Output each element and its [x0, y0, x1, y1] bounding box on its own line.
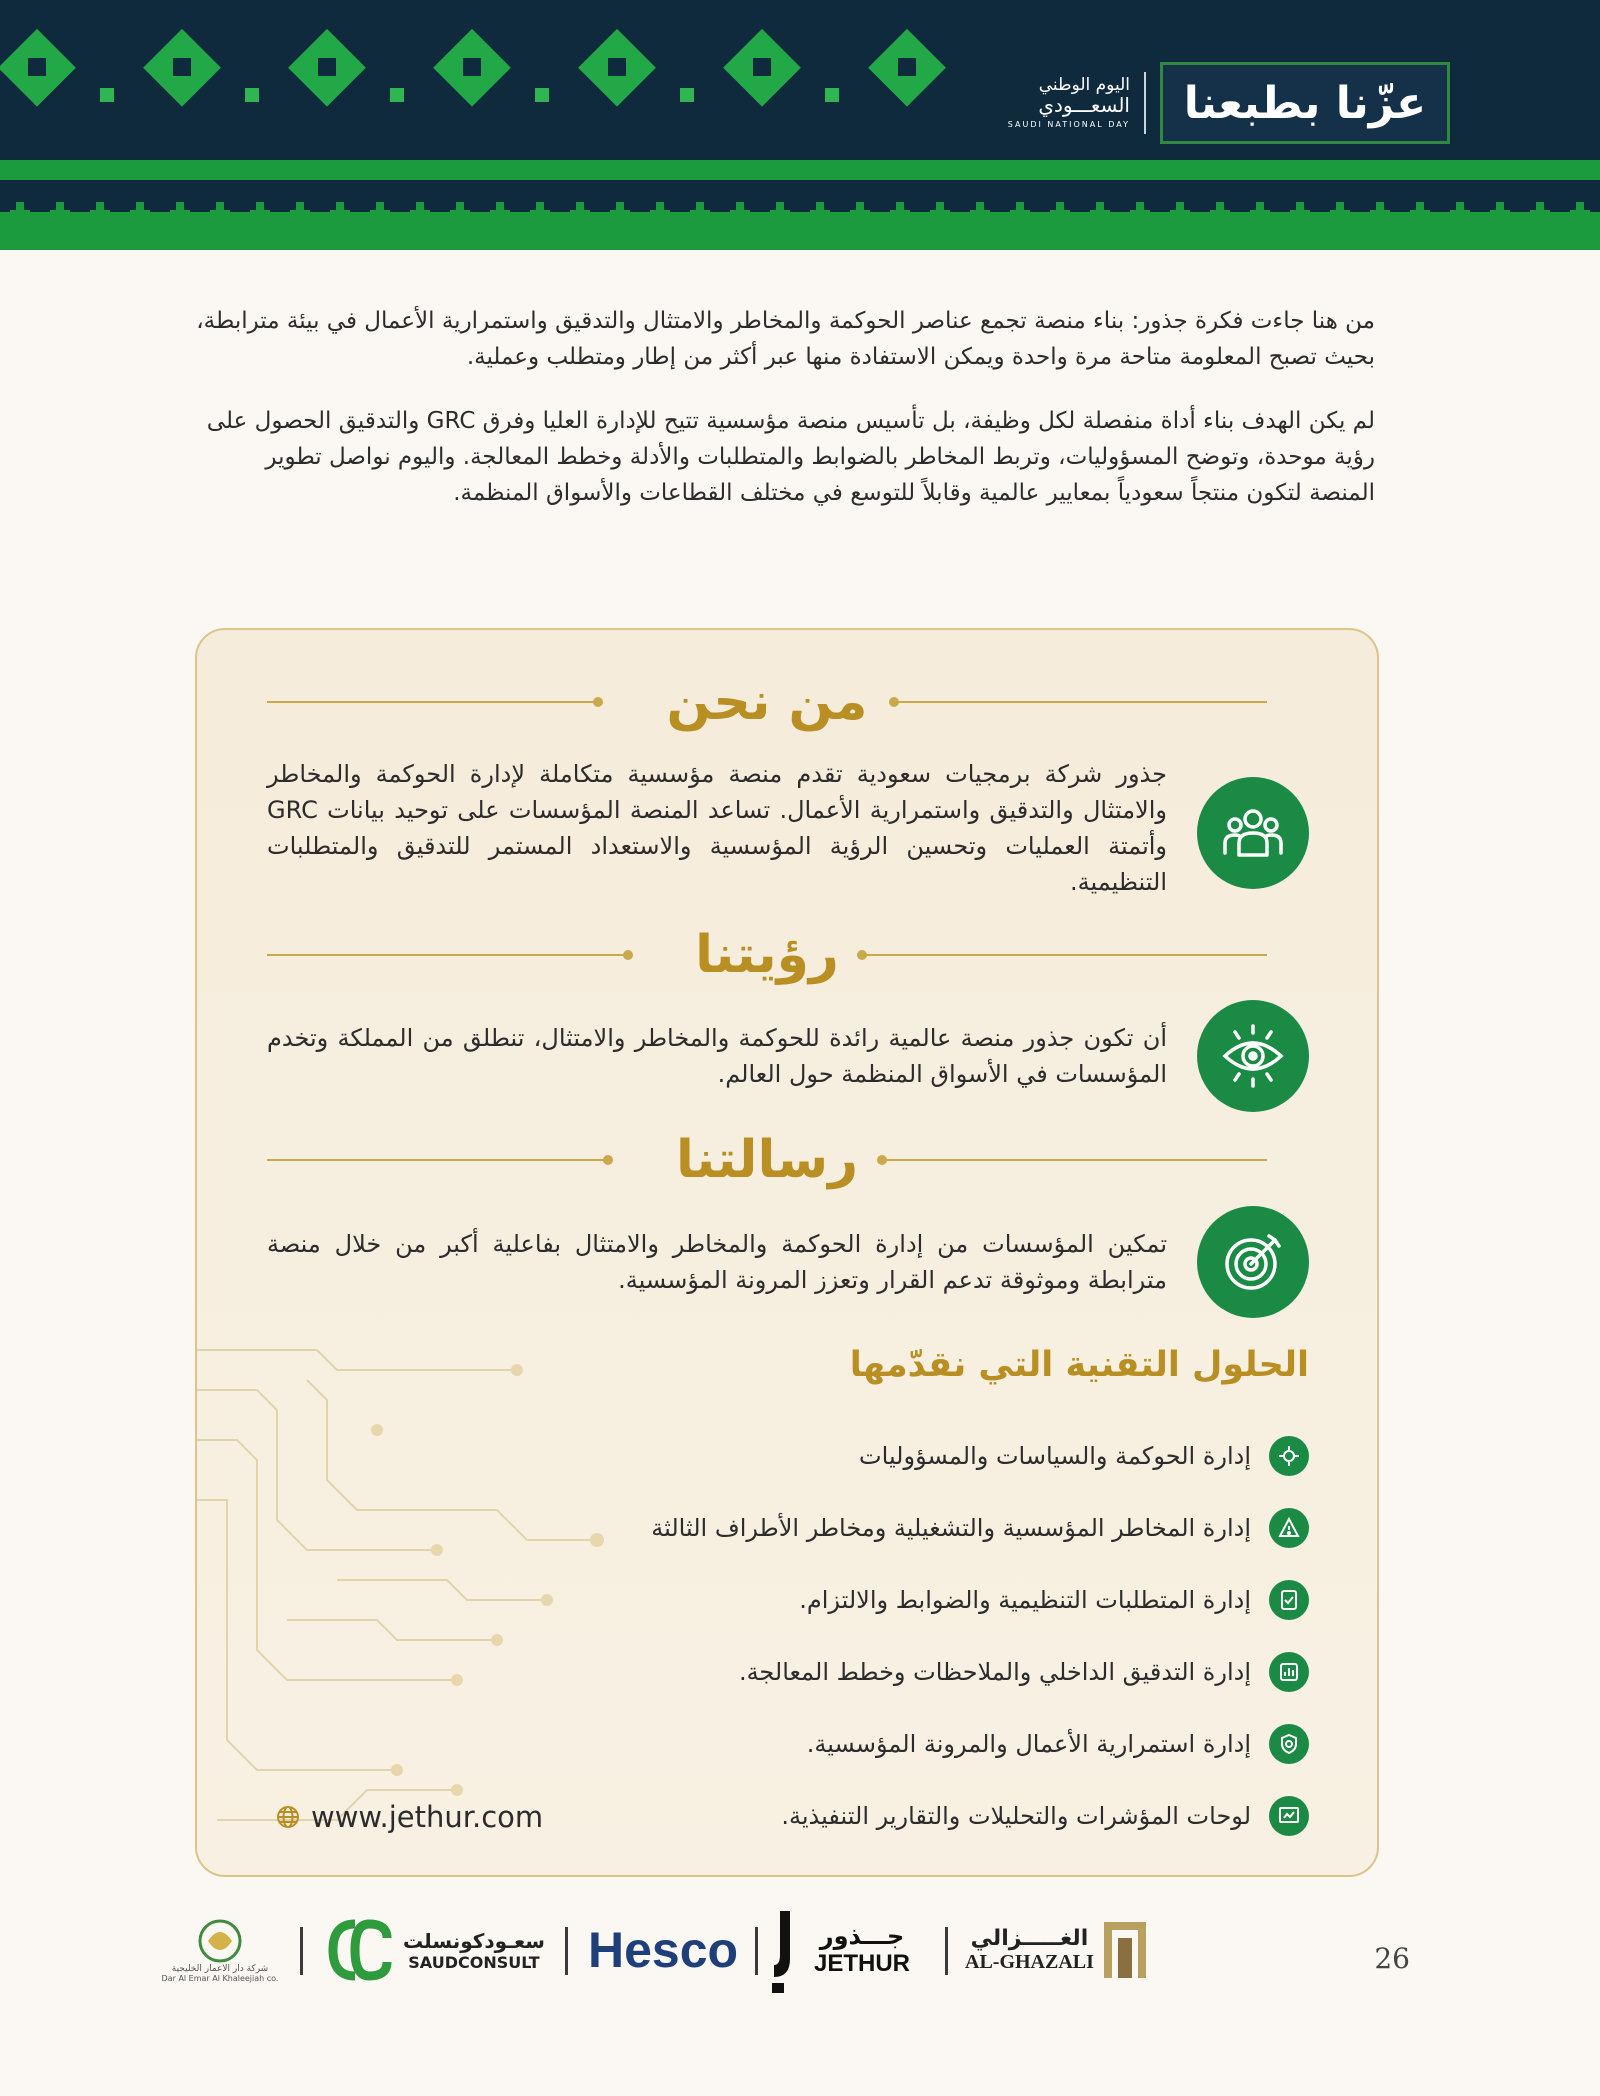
solution-label: إدارة الحوكمة والسياسات والمسؤوليات [859, 1442, 1251, 1470]
solutions-list [489, 1420, 1309, 1852]
jethur-emblem [770, 1907, 804, 1993]
solution-label: إدارة المتطلبات التنظيمية والضوابط والالتزام. [799, 1586, 1251, 1614]
logo-divider [945, 1927, 948, 1975]
logo-divider [1144, 72, 1146, 134]
list-item [489, 1564, 1309, 1636]
saudconsult-ar: سعـودكونسلت [403, 1928, 545, 1953]
list-item [489, 1492, 1309, 1564]
logo-divider [755, 1927, 758, 1975]
team-icon [1197, 777, 1309, 889]
jethur-en: JETHUR [814, 1950, 911, 1977]
solution-label: إدارة المخاطر المؤسسية والتشغيلية ومخاطر الأطراف الثالثة [651, 1514, 1251, 1542]
website-link[interactable] [275, 1800, 543, 1834]
intro-text [195, 303, 1375, 539]
website-url[interactable]: www.jethur.com [311, 1800, 544, 1834]
al-ghazali-en: AL-GHAZALI [965, 1951, 1094, 1973]
logo-divider [565, 1927, 568, 1975]
header-banner [0, 0, 1600, 250]
vision-text: أن تكون جذور منصة عالمية رائدة للحوكمة والمخاطر والامتثال، تنطلق من المملكة وتخدم المؤسسات في الأسواق المنظمة حول العالم. [267, 1024, 1167, 1088]
solution-label: إدارة استمرارية الأعمال والمرونة المؤسسية. [806, 1730, 1251, 1758]
mission-title: رسالتنا [675, 1130, 859, 1190]
mission-heading [267, 1130, 1267, 1190]
dar-al-emar-ar: شركة دار الاعمار الخليجية [171, 1963, 269, 1974]
governance-icon [1269, 1436, 1309, 1476]
national-day-logo [1008, 62, 1450, 144]
about-text: جذور شركة برمجيات سعودية تقدم منصة مؤسسية متكاملة لإدارة الحوكمة والمخاطر والامتثال والتدقيق واستمرارية الأعمال. تساعد المنصة المؤسسات على توحيد بيانات GRC وأتمتة العمليات وتحسين الرؤية المؤسسية والاستعداد المستمر للتدقيق والمتطلبات التنظيمية. [267, 760, 1167, 896]
dar-al-emar-emblem [180, 1918, 260, 1964]
national-day-en: SAUDI NATIONAL DAY [1007, 119, 1130, 129]
national-day-line1: اليوم الوطني [1038, 74, 1130, 95]
compliance-icon [1269, 1580, 1309, 1620]
hesco-logo [588, 1905, 738, 1995]
target-icon [1197, 1206, 1309, 1318]
al-ghazali-emblem [1102, 1920, 1148, 1980]
jethur-logo [770, 1905, 910, 1995]
vision-title: رؤيتنا [695, 925, 839, 985]
national-day-text [1007, 74, 1130, 129]
list-item [489, 1780, 1309, 1852]
saudconsult-logo [325, 1905, 545, 1995]
badge-text: عزّنا بطبعنا [1160, 62, 1450, 144]
hesco-text: Hesco [588, 1922, 739, 1978]
saudconsult-en: SAUDCONSULT [408, 1952, 540, 1972]
audit-icon [1269, 1652, 1309, 1692]
solutions-title: الحلول التقنية التي نقدّمها [849, 1345, 1309, 1385]
al-ghazali-logo [965, 1905, 1148, 1995]
about-title: من نحن [666, 672, 868, 732]
dar-al-emar-logo [150, 1905, 290, 1995]
jethur-ar: جـــذور [819, 1922, 905, 1950]
solution-label: إدارة التدقيق الداخلي والملاحظات وخطط المعالجة. [738, 1658, 1251, 1686]
saudconsult-emblem [325, 1918, 395, 1982]
vision-heading [267, 925, 1267, 985]
logo-divider [300, 1927, 303, 1975]
list-item [489, 1636, 1309, 1708]
footer-logos [150, 1905, 1450, 1995]
globe-icon [275, 1804, 301, 1830]
page-number: 26 [1374, 1942, 1410, 1975]
al-ghazali-ar: الغـــــزالي [970, 1926, 1089, 1951]
risk-icon [1269, 1508, 1309, 1548]
solution-label: لوحات المؤشرات والتحليلات والتقارير التنفيذية. [781, 1802, 1251, 1830]
dar-al-emar-en: Dar Al Emar Al Khaleejiah co. [161, 1973, 279, 1983]
intro-paragraph-1: من هنا جاءت فكرة جذور: بناء منصة تجمع عناصر الحوكمة والمخاطر والامتثال والتدقيق واستمرارية الأعمال في بيئة مترابطة، بحيث تصبح المعلومة متاحة مرة واحدة ويمكن الاستفادة منها عبر أكثر من إطار ومتطلب وعملية. [196, 308, 1375, 370]
eye-icon [1197, 1000, 1309, 1112]
list-item [489, 1708, 1309, 1780]
mission-text: تمكين المؤسسات من إدارة الحوكمة والمخاطر والامتثال بفاعلية أكبر من خلال منصة مترابطة وموثوقة تدعم القرار وتعزز المرونة المؤسسية. [267, 1230, 1167, 1294]
about-heading [267, 672, 1267, 732]
list-item [489, 1420, 1309, 1492]
national-day-line2: السعـــودي [1038, 92, 1130, 117]
dashboard-icon [1269, 1796, 1309, 1836]
intro-paragraph-2: لم يكن الهدف بناء أداة منفصلة لكل وظيفة، بل تأسيس منصة مؤسسية تتيح للإدارة العليا وفرق GRC والتدقيق الحصول على رؤية موحدة، وتوضح المسؤوليات، وتربط المخاطر بالضوابط والمتطلبات والأدلة وخطط المعالجة. واليوم نواصل تطوير المنصة لتكون منتجاً سعودياً بمعايير عالمية وقابلاً للتوسع في مختلف القطاعات والأسواق المنظمة. [206, 408, 1375, 506]
about-card [195, 628, 1379, 1877]
continuity-icon [1269, 1724, 1309, 1764]
